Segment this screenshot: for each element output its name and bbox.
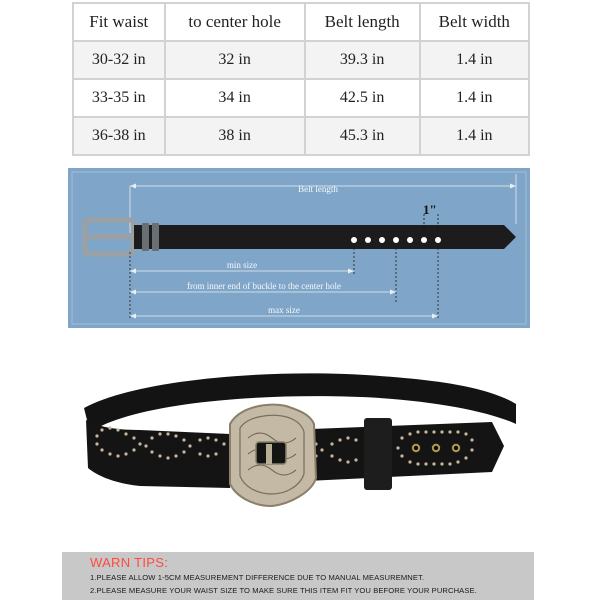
cell-fit-waist: 36-38 in: [73, 117, 165, 155]
hole-spacing-label: 1": [423, 202, 437, 217]
table-row: [73, 79, 529, 117]
header-belt-length: Belt length: [305, 3, 420, 41]
cell-center-hole: 38 in: [165, 117, 305, 155]
table-header-row: [73, 3, 529, 41]
studded-belt-photo: [80, 368, 520, 548]
center-hole-label: from inner end of buckle to the center hole: [187, 281, 341, 291]
cell-belt-width: 1.4 in: [420, 79, 529, 117]
header-fit-waist: Fit waist: [73, 3, 165, 41]
belt-keeper: [364, 418, 392, 490]
belt-strap: [134, 225, 516, 249]
western-buckle-icon: [230, 405, 316, 506]
cell-belt-width: 1.4 in: [420, 41, 529, 79]
warn-tip-2: 2.PLEASE MEASURE YOUR WAIST SIZE TO MAKE SURE THIS ITEM FIT YOU BEFORE YOUR PURCHASE.: [90, 586, 477, 595]
cell-belt-width: 1.4 in: [420, 117, 529, 155]
belt-length-label: Belt length: [298, 184, 338, 194]
cell-center-hole: 34 in: [165, 79, 305, 117]
header-belt-width: Belt width: [420, 3, 529, 41]
belt-tail-strap: [286, 422, 504, 482]
belt-measurement-diagram: [68, 168, 530, 328]
belt-keeper: [152, 223, 159, 251]
warn-tip-1: 1.PLEASE ALLOW 1-5CM MEASUREMENT DIFFERENCE DUE TO MANUAL MEASUREMNET.: [90, 573, 425, 582]
min-size-label: min size: [226, 260, 258, 270]
cell-belt-length: 45.3 in: [305, 117, 420, 155]
belt-keeper: [142, 223, 149, 251]
belt-left-strap: [86, 420, 230, 488]
warn-tips-box: [62, 552, 534, 600]
cell-belt-length: 39.3 in: [305, 41, 420, 79]
table-row: [73, 41, 529, 79]
cell-belt-length: 42.5 in: [305, 79, 420, 117]
cell-center-hole: 32 in: [165, 41, 305, 79]
table-row: [73, 117, 529, 155]
size-chart-table: [72, 2, 530, 156]
warn-tips-title: WARN TIPS:: [90, 555, 169, 570]
header-center-hole: to center hole: [165, 3, 305, 41]
cell-fit-waist: 33-35 in: [73, 79, 165, 117]
max-size-label: max size: [268, 305, 300, 315]
cell-fit-waist: 30-32 in: [73, 41, 165, 79]
